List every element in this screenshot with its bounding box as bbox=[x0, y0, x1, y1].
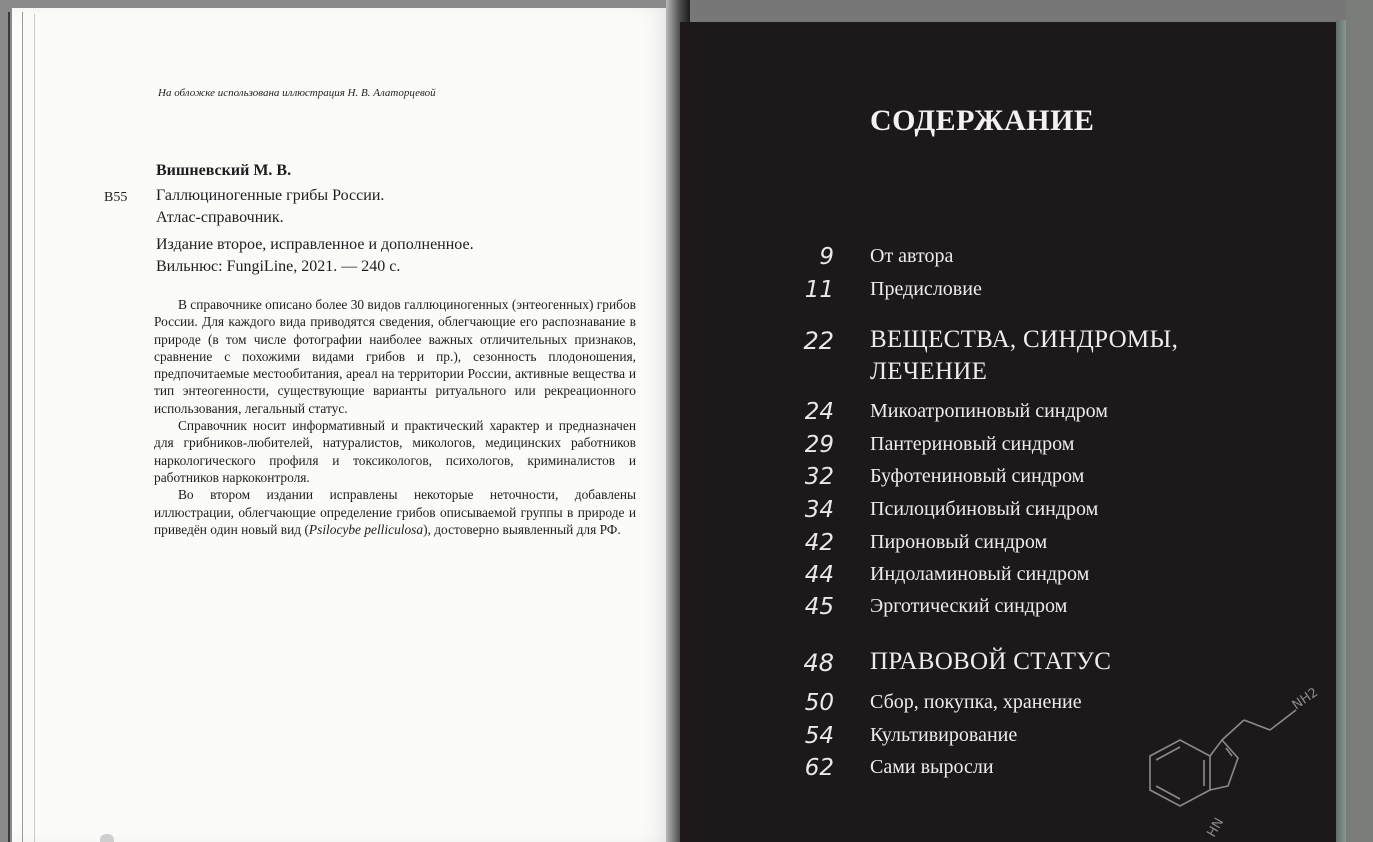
toc-page-number: 24 bbox=[804, 399, 834, 425]
toc-page-number: 32 bbox=[804, 464, 834, 490]
abstract-paragraph bbox=[154, 486, 636, 538]
abstract-text: Во втором издании исправлены некоторые неточности, добавлены иллюстрации, облегчающие определение грибов описываемой группы в природе и приведён один новый вид ( bbox=[154, 487, 636, 537]
toc-entry-label: Эрготический синдром bbox=[870, 595, 1068, 617]
toc-page-number: 62 bbox=[804, 755, 834, 781]
toc-entry-label: Микоатропиновый синдром bbox=[870, 400, 1108, 422]
toc-entry-label: Пироновый синдром bbox=[870, 531, 1048, 553]
publisher-line: Вильнюс: FungiLine, 2021. — 240 с. bbox=[156, 258, 401, 275]
book-subtitle-line: Атлас-справочник. bbox=[156, 209, 284, 226]
toc-page-number: 44 bbox=[804, 562, 834, 588]
page-edge bbox=[1336, 20, 1346, 842]
book-title-line: Галлюциногенные грибы России. bbox=[156, 187, 385, 204]
toc-entry-label: Предисловие bbox=[870, 278, 982, 300]
toc-page-number: 50 bbox=[804, 690, 834, 716]
molecule-bonds bbox=[1150, 710, 1296, 806]
species-name: Psilocybe pelliculosa bbox=[308, 521, 424, 537]
page-edge-line bbox=[22, 12, 23, 842]
toc-page-number: 22 bbox=[803, 327, 834, 355]
toc-entry-label: Псилоцибиновый синдром bbox=[870, 498, 1099, 520]
abstract-paragraph: В справочнике описано более 30 видов галлюциногенных (энтеогенных) грибов России. Для каждого вида приводятся сведения, облегчающие его распознавание в природе (в том числе фотографии наиболее важных отличительных признаков, сравнение с похожими видами грибов и пр.), сезонность плодоношения, предпочитаемые местообитания, ареал на территории России, активные вещества и тип энтеогенности, существующие варианты ритуального или рекреационного использования, легальный статус. bbox=[154, 297, 636, 416]
toc-page-number: 9 bbox=[819, 244, 834, 270]
catalog-code: В55 bbox=[104, 190, 128, 205]
toc-section-label-cont: ЛЕЧЕНИЕ bbox=[870, 358, 988, 385]
abstract bbox=[154, 296, 636, 538]
toc-entry-label: Пантериновый синдром bbox=[870, 433, 1075, 455]
background-edge bbox=[1346, 0, 1373, 842]
edition-line: Издание второе, исправленное и дополненное. bbox=[156, 236, 474, 253]
abstract-text: ), достоверно выявленный для РФ. bbox=[423, 521, 621, 537]
toc-page-number: 54 bbox=[804, 723, 834, 749]
toc-section-label: ВЕЩЕСТВА, СИНДРОМЫ, bbox=[870, 326, 1179, 353]
toc-page-number: 45 bbox=[804, 594, 834, 620]
cover-credit: На обложке использована иллюстрация Н. В. Алаторцевой bbox=[158, 87, 436, 99]
toc-page-number: 48 bbox=[803, 649, 834, 677]
ring-nh-label: HN bbox=[1204, 815, 1228, 840]
toc-page-number: 29 bbox=[804, 432, 834, 458]
author-name: Вишневский М. В. bbox=[156, 162, 292, 179]
toc-entry-label: Культивирование bbox=[870, 724, 1018, 746]
background-shade bbox=[670, 0, 1373, 22]
toc-entry-label: Буфотениновый синдром bbox=[870, 465, 1085, 487]
amine-label: NH2 bbox=[1289, 685, 1322, 714]
page-mark bbox=[100, 834, 114, 842]
page-edge-line bbox=[8, 12, 10, 842]
molecule-illustration bbox=[1110, 685, 1336, 842]
toc-page-number: 11 bbox=[804, 277, 834, 303]
page-edge-line bbox=[34, 14, 35, 842]
toc-section-label: ПРАВОВОЙ СТАТУС bbox=[870, 648, 1112, 675]
toc-entry-label: От автора bbox=[870, 245, 954, 267]
toc-entry-label: Индоламиновый синдром bbox=[870, 563, 1090, 585]
toc-title: СОДЕРЖАНИЕ bbox=[870, 104, 1095, 137]
abstract-paragraph: Справочник носит информативный и практический характер и предназначен для грибников-любителей, натуралистов, микологов, медицинских работников наркологического профиля и токсикологов, психологов, криминалистов и работников наркоконтроля. bbox=[154, 418, 636, 485]
toc-page-number: 34 bbox=[804, 497, 834, 523]
toc-page-number: 42 bbox=[804, 530, 834, 556]
toc-entry-label: Сами выросли bbox=[870, 756, 994, 778]
toc-entry-label: Сбор, покупка, хранение bbox=[870, 691, 1082, 713]
